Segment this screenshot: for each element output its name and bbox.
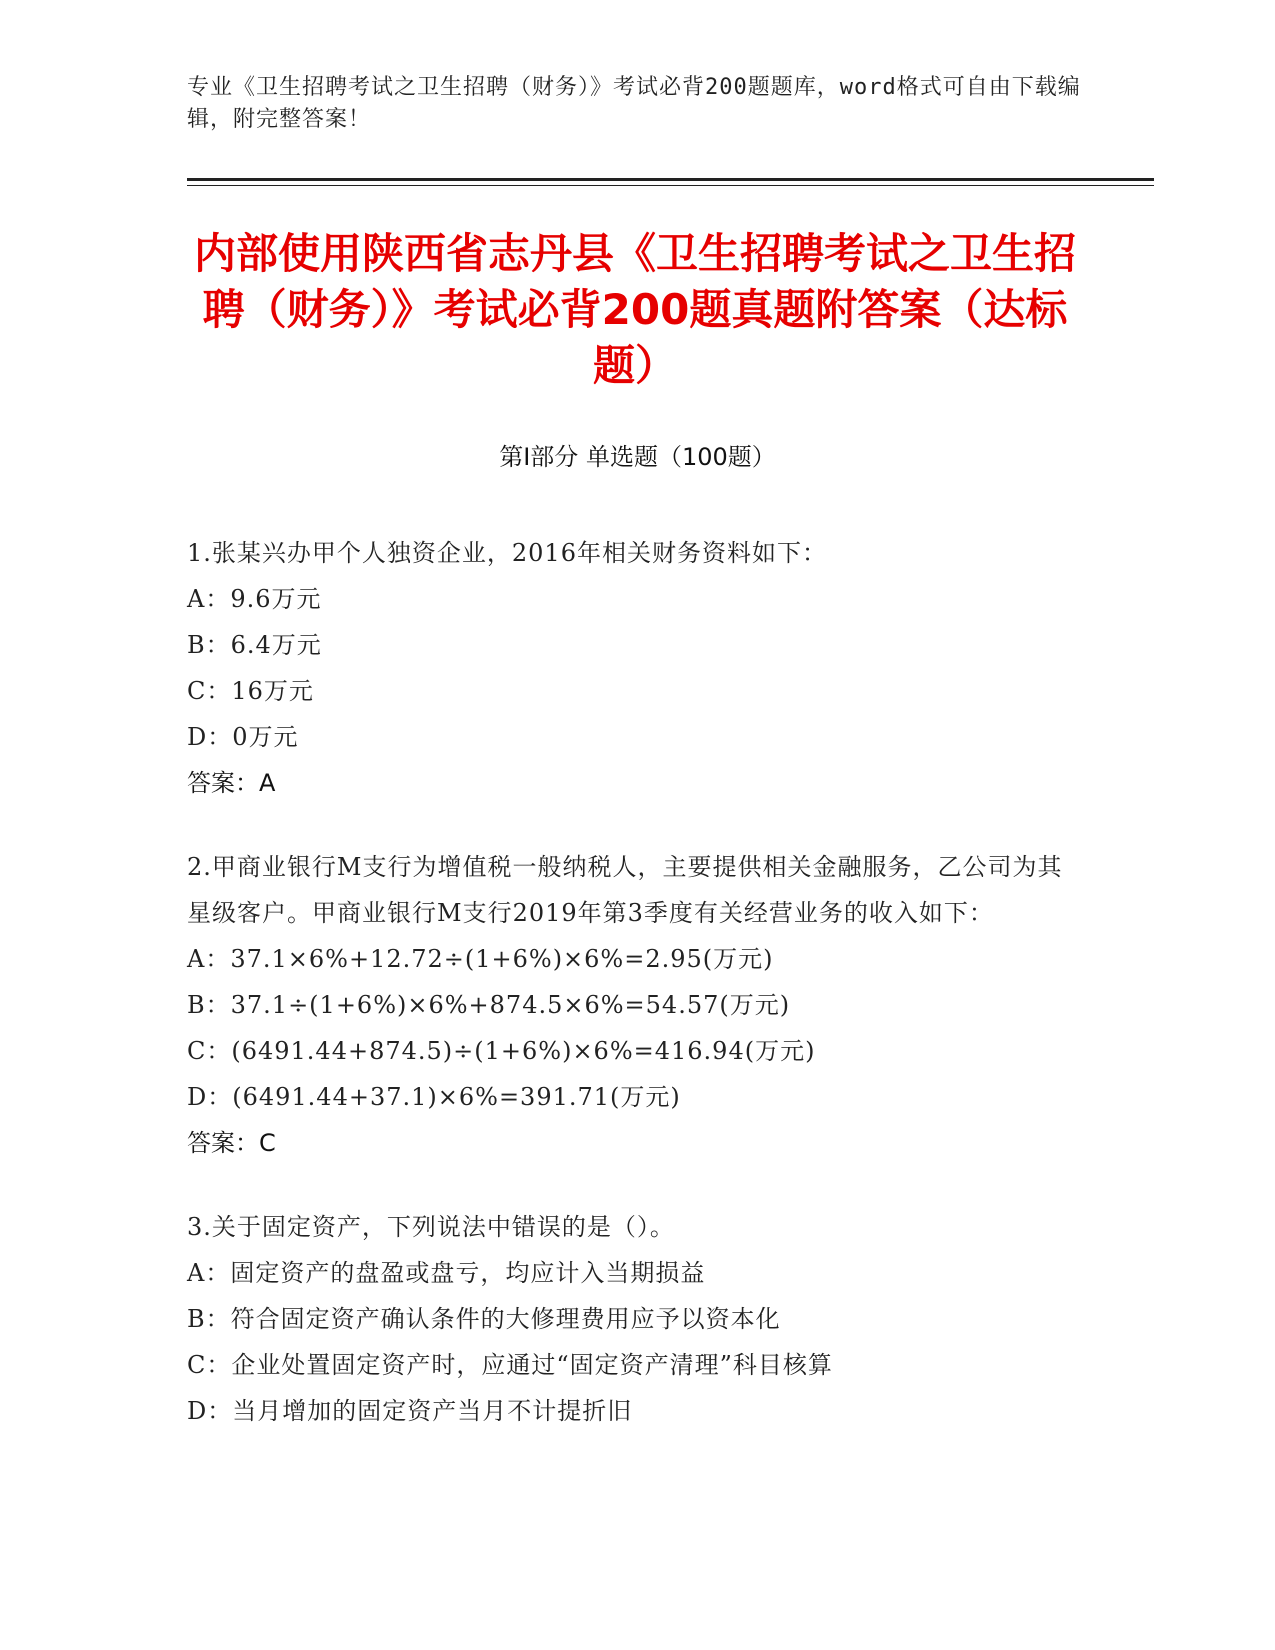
answer-line: 答案：C — [187, 1129, 276, 1157]
option-c: C：(6491.44+874.5)÷(1+6%)×6%=416.94(万元) — [187, 1037, 816, 1065]
option-a: A：固定资产的盘盈或盘亏，均应计入当期损益 — [187, 1259, 706, 1287]
option-c: C：16万元 — [187, 677, 314, 705]
option-d: D：0万元 — [187, 723, 299, 751]
option-d: D：当月增加的固定资产当月不计提折旧 — [187, 1397, 633, 1425]
question-stem: 2.甲商业银行M支行为增值税一般纳税人，主要提供相关金融服务，乙公司为其星级客户。甲商业银行M支行2019年第3季度有关经营业务的收入如下： — [187, 853, 1063, 927]
question-stem: 3.关于固定资产，下列说法中错误的是（）。 — [187, 1213, 675, 1241]
header-note: 专业《卫生招聘考试之卫生招聘（财务）》考试必背200题题库，word格式可自由下载编辑，附完整答案！ — [187, 75, 1081, 132]
question-2 — [187, 844, 1087, 1166]
header-rule-thick — [187, 178, 1154, 181]
question-stem: 1.张某兴办甲个人独资企业，2016年相关财务资料如下： — [187, 539, 827, 567]
option-d: D：(6491.44+37.1)×6%=391.71(万元) — [187, 1083, 681, 1111]
option-a: A：9.6万元 — [187, 585, 322, 613]
option-c: C：企业处置固定资产时，应通过“固定资产清理”科目核算 — [187, 1351, 833, 1379]
answer-line: 答案：A — [187, 769, 276, 797]
document-title: 内部使用陕西省志丹县《卫生招聘考试之卫生招聘（财务）》考试必背200题真题附答案（达标题） — [193, 229, 1076, 390]
question-3 — [187, 1204, 1087, 1434]
section-heading: 第Ⅰ部分 单选题（100题） — [499, 443, 776, 471]
option-b: B：6.4万元 — [187, 631, 322, 659]
option-b: B：符合固定资产确认条件的大修理费用应予以资本化 — [187, 1305, 781, 1333]
header-rule-thin — [187, 185, 1154, 186]
question-1 — [187, 530, 1087, 806]
option-a: A：37.1×6%+12.72÷(1+6%)×6%=2.95(万元) — [187, 945, 774, 973]
question-list — [187, 530, 1087, 1472]
option-b: B：37.1÷(1+6%)×6%+874.5×6%=54.57(万元) — [187, 991, 791, 1019]
